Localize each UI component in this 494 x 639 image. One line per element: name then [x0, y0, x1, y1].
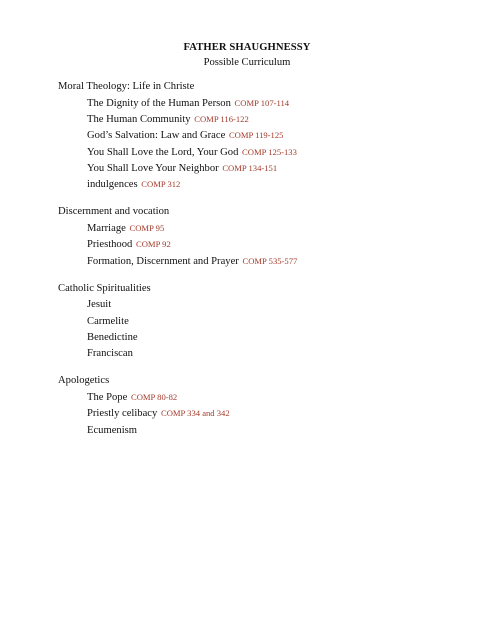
section-heading: Moral Theology: Life in Christe	[58, 81, 195, 92]
list-item	[87, 146, 478, 159]
list-item	[87, 407, 478, 420]
section-items	[58, 222, 478, 268]
item-reference: COMP 116-122	[194, 113, 249, 124]
section-moral-theology	[58, 80, 478, 191]
list-item	[87, 347, 478, 360]
item-reference: COMP 334 and 342	[160, 408, 230, 419]
document-title: FATHER SHAUGHNESSY	[183, 42, 311, 53]
list-item	[87, 222, 478, 235]
item-text: The Dignity of the Human Person	[87, 97, 231, 109]
curriculum-outline	[58, 80, 478, 451]
item-text: Jesuit	[87, 299, 112, 311]
item-text: God’s Salvation: Law and Grace	[87, 130, 226, 142]
item-reference: COMP 80-82	[130, 391, 178, 402]
list-item	[87, 255, 478, 268]
section-heading: Discernment and vocation	[58, 206, 170, 218]
item-reference: COMP 95	[129, 222, 165, 233]
list-item	[87, 162, 478, 175]
list-item	[87, 178, 478, 191]
list-item	[87, 298, 478, 311]
item-text: Priestly celibacy	[87, 408, 158, 420]
section-heading: Catholic Spiritualities	[58, 282, 151, 294]
item-text: Carmelite	[87, 315, 129, 327]
section-apologetics	[58, 374, 478, 436]
section-spiritualities	[58, 282, 478, 361]
list-item	[87, 315, 478, 328]
item-text: Formation, Discernment and Prayer	[87, 255, 239, 267]
section-items	[58, 298, 478, 360]
section-heading: Apologetics	[58, 375, 110, 387]
item-reference: COMP 312	[141, 179, 181, 190]
document-subtitle: Possible Curriculum	[203, 57, 291, 68]
item-text: Franciscan	[87, 348, 133, 360]
list-item	[87, 391, 478, 404]
section-items	[58, 97, 478, 192]
item-reference: COMP 125-133	[242, 146, 297, 157]
item-text: indulgences	[87, 179, 138, 191]
item-reference: COMP 107-114	[234, 97, 290, 108]
list-item	[87, 129, 478, 142]
list-item	[87, 238, 478, 251]
list-item	[87, 97, 478, 110]
item-reference: COMP 134-151	[222, 163, 278, 174]
item-text: You Shall Love Your Neighbor	[87, 163, 219, 175]
item-text: Ecumenism	[87, 424, 138, 436]
item-text: The Human Community	[87, 113, 191, 125]
section-discernment	[58, 205, 478, 267]
section-items	[58, 391, 478, 437]
item-text: You Shall Love the Lord, Your God	[87, 146, 239, 158]
item-reference: COMP 535-577	[242, 255, 298, 266]
item-reference: COMP 119-125	[228, 130, 284, 141]
item-text: Priesthood	[87, 239, 133, 251]
item-text: Marriage	[87, 222, 126, 234]
item-reference: COMP 92	[135, 239, 171, 250]
list-item	[87, 113, 478, 126]
list-item	[87, 331, 478, 344]
list-item	[87, 424, 478, 437]
item-text: Benedictine	[87, 332, 138, 344]
item-text: The Pope	[87, 391, 128, 403]
document-header	[0, 41, 494, 69]
